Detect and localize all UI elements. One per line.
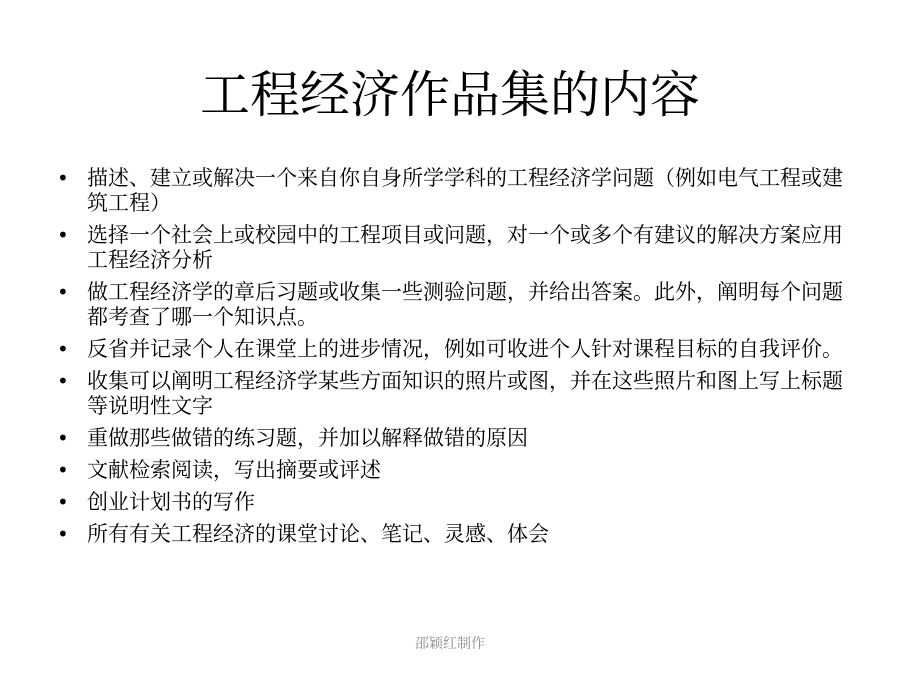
bullet-item [55,223,845,273]
bullet-text: 创业计划书的写作 [87,490,255,514]
bullet-text: 重做那些做错的练习题，并加以解释做错的原因 [87,426,528,450]
footer-credit: 邵颖红制作 [415,636,485,652]
bullet-item [55,337,845,362]
bullet-text: 所有有关工程经济的课堂讨论、笔记、灵感、体会 [87,522,549,546]
bullet-list [55,166,845,554]
bullet-icon: • [57,369,69,393]
bullet-text: 反省并记录个人在课堂上的进步情况，例如可收进个人针对课程目标的自我评价。 [87,337,843,361]
bullet-item [55,369,845,419]
bullet-icon: • [57,426,69,450]
bullet-item [55,490,845,515]
bullet-icon: • [57,490,69,514]
slide-title: 工程经济作品集的内容 [200,66,700,124]
bullet-text: 描述、建立或解决一个来自你自身所学学科的工程经济学问题（例如电气工程或建筑工程） [87,166,843,215]
bullet-text: 收集可以阐明工程经济学某些方面知识的照片或图，并在这些照片和图上写上标题等说明性文字 [87,369,843,418]
bullet-item [55,522,845,547]
bullet-icon: • [57,223,69,247]
bullet-text: 做工程经济学的章后习题或收集一些测验问题，并给出答案。此外，阐明每个问题都考查了哪一个知识点。 [87,280,843,329]
bullet-icon: • [57,280,69,304]
bullet-icon: • [57,522,69,546]
bullet-icon: • [57,337,69,361]
bullet-item [55,166,845,216]
bullet-text: 选择一个社会上或校园中的工程项目或问题，对一个或多个有建议的解决方案应用工程经济分析 [87,223,843,272]
bullet-item [55,458,845,483]
bullet-item [55,426,845,451]
bullet-item [55,280,845,330]
bullet-text: 文献检索阅读，写出摘要或评述 [87,458,381,482]
bullet-icon: • [57,166,69,190]
bullet-icon: • [57,458,69,482]
